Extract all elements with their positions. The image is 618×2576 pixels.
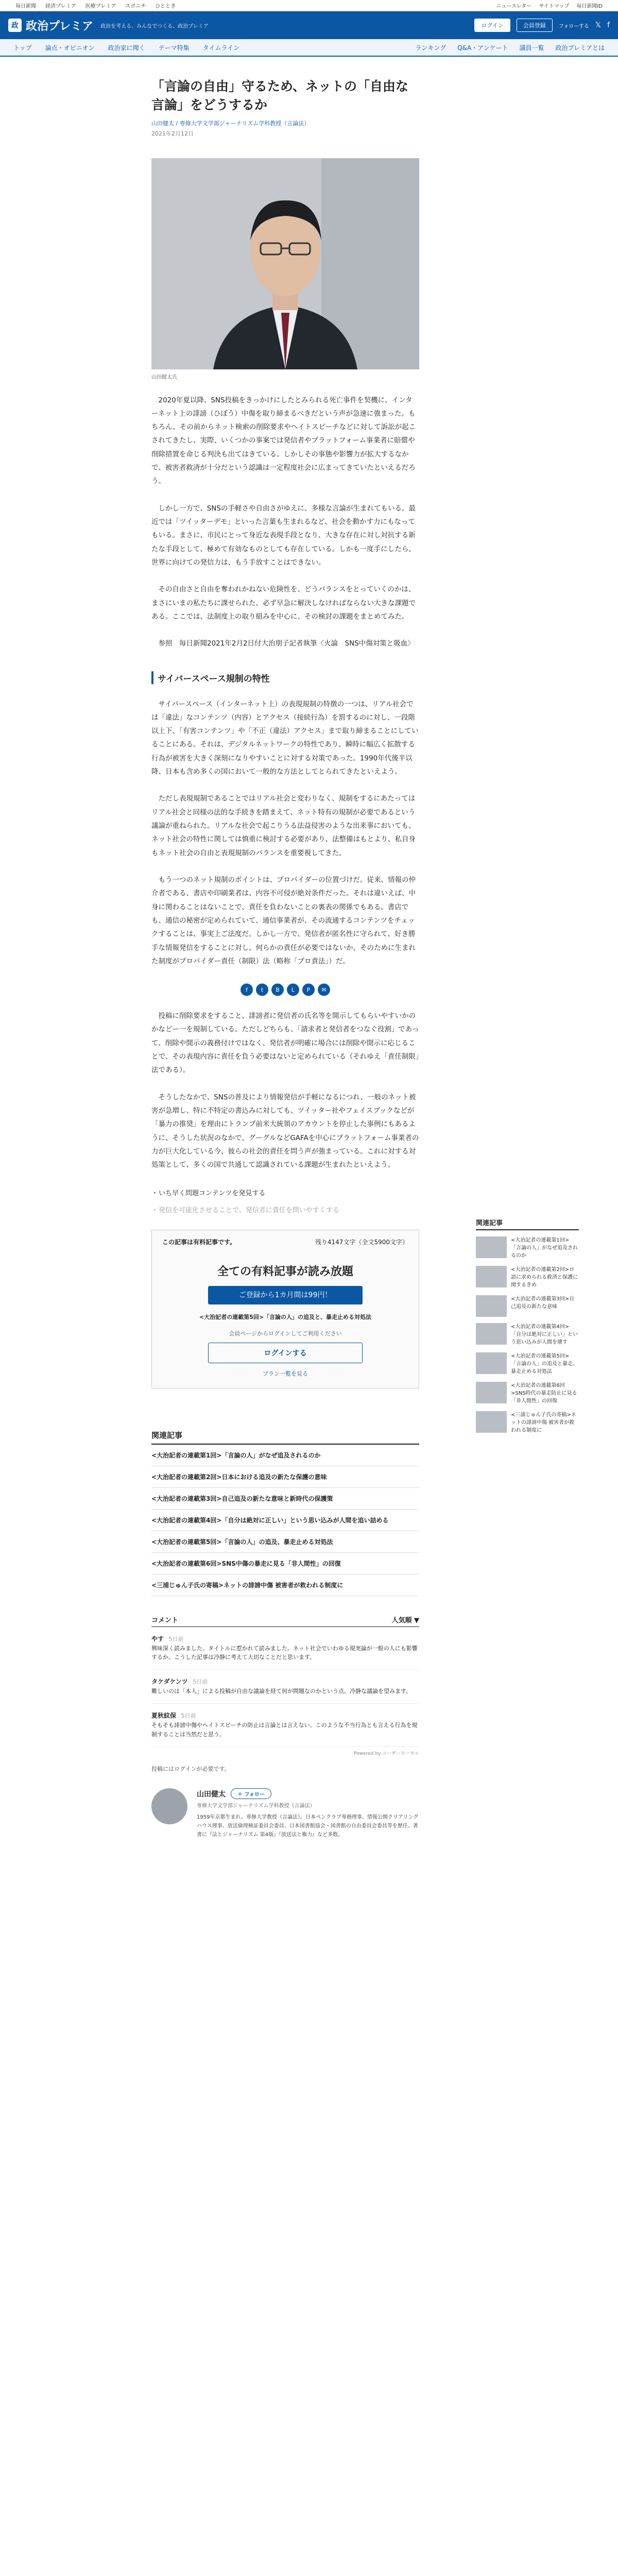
related-articles bbox=[151, 1430, 419, 1596]
sidebar-item[interactable] bbox=[476, 1295, 579, 1317]
nav-item[interactable]: 論点・オピニオン bbox=[45, 44, 95, 52]
paywall-headline: 全ての有料記事が読み放題 bbox=[217, 1265, 353, 1278]
thumbnail bbox=[476, 1382, 507, 1403]
share-bar bbox=[151, 984, 419, 996]
mail-share-icon[interactable]: ✉ bbox=[318, 984, 330, 996]
topbar-right-item[interactable]: ニュースレター bbox=[496, 4, 532, 9]
thumbnail bbox=[476, 1236, 507, 1258]
plan-list-link[interactable]: プラン一覧を見る bbox=[263, 1370, 308, 1377]
topbar-right-item[interactable]: 毎日新聞ID bbox=[576, 4, 603, 9]
nav-right-item[interactable]: ランキング bbox=[415, 44, 447, 52]
paywall-login-button[interactable]: ログインする bbox=[208, 1343, 363, 1363]
sidebar-item-text: <大治記者の連載第2回>ロ語に求められる救済と保護に関するきめ bbox=[511, 1267, 578, 1288]
comment-text: そもそも誹謗中傷やヘイトスピーチの防止は言論とは言えない。このような不当行為とも言える行為を規制することは当然だと思う。 bbox=[151, 1721, 418, 1738]
sidebar-item[interactable] bbox=[476, 1236, 579, 1260]
sidebar-item-text: <大治記者の連載第3回>自己追及の新たな意味 bbox=[511, 1296, 575, 1310]
comments bbox=[151, 1615, 419, 1757]
comments-title: コメント bbox=[151, 1616, 179, 1624]
photo-caption: 山田健太氏 bbox=[151, 374, 177, 380]
paywall bbox=[151, 1230, 419, 1388]
topbar-item[interactable]: ひととき bbox=[155, 4, 176, 9]
sidebar-item[interactable] bbox=[476, 1266, 579, 1289]
sidebar-item-text: <大治記者の連載第5回>「言論の人」の追及と暴走、暴走止める対処法 bbox=[511, 1353, 578, 1375]
comments-powered: Powered by ユーザーローカル bbox=[354, 1751, 419, 1757]
topbar-item[interactable]: スポニチ bbox=[125, 4, 146, 9]
bullet-item: ・ 発信を可能化させることで、発信者に責任を問いやすくする bbox=[151, 1205, 419, 1214]
nav-item[interactable]: トップ bbox=[13, 44, 32, 52]
sidebar-related bbox=[476, 1217, 579, 1434]
paragraph: しかし一方で、SNSの手軽さや自由さがゆえに、多様な言論が生まれてもいる。最近では「ツイッターデモ」といった言葉も生まれるなど、社会を動かす力にもなってもいる。まさに、市民にとって身近な表現手段となり、大きな存在に対し対抗する新たな手段として、極めて有効なものとしても存在している。しかも一度手にしたら、世界に向けての発信力は、もう手放すことはできない。 bbox=[151, 504, 416, 567]
paywall-note: 会員ページからログインしてご利用ください bbox=[229, 1330, 342, 1337]
twitter-icon[interactable]: 𝕏 bbox=[595, 21, 602, 29]
thumbnail bbox=[476, 1323, 507, 1345]
profile-bio: 1959年京都生まれ。専修大学教授（言論法）。日本ペンクラブ専務理事、情報公開クリアリングハウス理事、放送倫理検証委員会委員、日本図書館協会・図書館の自由委員会委員等を歴任。著書に『法とジャーナリズム 第4版』『放送法と権力』など多数。 bbox=[197, 1815, 419, 1838]
paragraph: その自由さと自由を奪われかねない危険性を、どうバランスをとっていくのかは、まさにいまの私たちに課せられた、必ず早急に解決しなければならない大きな課題である。ここでは、法制度上の取り組みを中心に、その検討の課題をまとめてみた。 bbox=[151, 585, 416, 621]
profile-title: 専修大学文学部ジャーナリズム学科教授（言論法） bbox=[197, 1803, 315, 1809]
sidebar-item-text: <三浦じゅん子氏の寄稿>ネットの誹謗中傷 被害者が救われる制度に bbox=[511, 1412, 576, 1433]
twitter-share-icon[interactable]: t bbox=[256, 984, 268, 996]
related-item[interactable]: <大治記者の連載第6回>SNS中傷の暴走に見る「非人間性」の回復 bbox=[151, 1553, 419, 1574]
profile-name[interactable]: 山田健太 bbox=[197, 1790, 226, 1799]
sidebar-item-text: <大治記者の連載第4回>「自分は絶対に正しい」という思い込みが人間を壊す bbox=[511, 1324, 578, 1345]
register-button[interactable]: 会員登録 bbox=[517, 19, 553, 32]
nav-right-item[interactable]: 政治プレミアとは bbox=[555, 44, 605, 52]
topbar-item[interactable]: 医療プレミア bbox=[85, 4, 116, 9]
sidebar-item[interactable] bbox=[476, 1382, 579, 1405]
comment bbox=[151, 1627, 419, 1670]
paragraph: 投稿に削除要求をすること、誹謗者に発信者の氏名等を開示してもらいやすいかのかなどー一を規制している。ただしどちらも、「請求者と発信者をつなぐ役割」であって、削除や開示の義務付けではなく、発信者が明確に場合には削除や開示に応じることで、その表現内容に責任を負う必要はないと定められている（それゆえ「責任制限」法である）。 bbox=[151, 1012, 419, 1075]
paragraph: そうしたなかで、SNSの普及により情報発信が手軽になるにつれ、一般のネット被害が急増し、特に不特定の書込みに対しても、ツイッター社やフェイスブックなどが「暴力の推奨」を理由にトランプ前米大統領のアカウントを停止した事例にもあるように、そうした状況のなかで、グーグルなどGAFAを中心にプラットフォーム事業者の力が巨大化している今、彼らの社会的責任を問う声が強まっている。これに対する対処策として、多くの国で共通して認識されている課題が生まれたといえよう。 bbox=[151, 1093, 419, 1170]
thumbnail bbox=[476, 1352, 507, 1374]
related-item[interactable]: <大治記者の連載第2回>日本における追及の新たな保護の意味 bbox=[151, 1466, 419, 1488]
author-avatar[interactable] bbox=[151, 1788, 187, 1824]
paywall-article-line: <大治記者の連載第5回>「言論の人」の追及と、暴走止める対処法 bbox=[199, 1313, 372, 1320]
main-nav bbox=[0, 39, 618, 57]
sidebar-item[interactable] bbox=[476, 1352, 579, 1376]
sidebar-item[interactable] bbox=[476, 1411, 579, 1434]
topbar-item[interactable]: 経済プレミア bbox=[45, 4, 76, 9]
article-author[interactable]: 山田健太 / 専修大学文学部ジャーナリズム学科教授（言論法） bbox=[151, 120, 310, 127]
comment-text: 難しいのは「本人」による投稿が自由な議論を経て何が問題なのかという点。冷静な議論を望みます。 bbox=[151, 1688, 412, 1695]
facebook-share-icon[interactable]: f bbox=[241, 984, 253, 996]
comment-author[interactable]: やす bbox=[151, 1635, 164, 1642]
related-item[interactable]: <大治記者の連載第1回>「言論の人」がなぜ追及されるのか bbox=[151, 1445, 419, 1466]
related-item[interactable]: <三浦じゅん子氏の寄稿>ネットの誹謗中傷 被害者が救われる制度に bbox=[151, 1574, 419, 1596]
comment-meta: 5日前 bbox=[181, 1712, 196, 1719]
bullet-list bbox=[151, 1188, 419, 1214]
tagline: 政治を考える、みんなでつくる、政治プレミア bbox=[100, 23, 209, 29]
comment-meta: 5日前 bbox=[168, 1635, 184, 1642]
bullet-item: ・ いち早く問題コンテンツを発見する bbox=[151, 1188, 419, 1197]
comment-author[interactable]: タケダケンツ bbox=[151, 1677, 188, 1685]
bookmark-share-icon[interactable]: B bbox=[271, 984, 284, 996]
paragraph: もう一つのネット規制のポイントは、プロバイダーの位置づけだ。従来、情報の仲介者である、書店や印刷業者は、内容不可侵が絶対条件だった。それは違いえば、中身に関わることはないことで、責任を負わないことの裏表の関係でもある。書店でも、通信の秘密が定められていて、通信事業者が、その流通するコンテンツをチェックすることは、事実上ご法度だ。しかし一方で、発信者が匿名性に守られて、好き勝手な情報発信をすることに対し、何らかの責任が必要ではないか、そのために生まれた制度がプロバイダー責任（制限）法（略称「プロ責法」）だ。 bbox=[151, 875, 416, 965]
thumbnail bbox=[476, 1295, 507, 1317]
topbar bbox=[0, 0, 618, 11]
author-photo bbox=[151, 158, 419, 369]
follow-button[interactable]: ＋ フォロー bbox=[231, 1788, 271, 1799]
logo-text: 政治プレミア bbox=[26, 20, 94, 33]
login-required-note: 投稿にはログインが必要です。 bbox=[151, 1766, 230, 1773]
nav-item[interactable]: テーマ特集 bbox=[158, 44, 190, 52]
nav-right-item[interactable]: Q&A・アンケート bbox=[457, 44, 508, 52]
nav-right-item[interactable]: 議員一覧 bbox=[519, 44, 544, 52]
comments-sort[interactable]: 人気順 ▼ bbox=[391, 1616, 419, 1624]
thumbnail bbox=[476, 1411, 507, 1433]
related-item[interactable]: <大治記者の連載第4回>「自分は絶対に正しい」という思い込みが人間を追い詰める bbox=[151, 1510, 419, 1531]
reference-note: 参照 毎日新聞2021年2月2日付大治朋子記者執筆〈火論 SNS中傷対策と吸血〉 bbox=[158, 639, 415, 648]
comment-author[interactable]: 夏秋紋保 bbox=[151, 1711, 177, 1719]
article-date: 2021年2月12日 bbox=[151, 130, 194, 137]
article-title: 「言論の自由」守るため、ネットの「自由な言論」をどうするか bbox=[151, 79, 409, 113]
portrait-illustration bbox=[151, 158, 419, 369]
login-button[interactable]: ログイン bbox=[474, 19, 510, 32]
pocket-share-icon[interactable]: P bbox=[302, 984, 315, 996]
author-profile bbox=[151, 1788, 419, 1839]
topbar-item[interactable]: 毎日新聞 bbox=[15, 4, 36, 9]
line-share-icon[interactable]: L bbox=[287, 984, 299, 996]
comment-meta: 5日前 bbox=[193, 1678, 208, 1685]
paragraph: 2020年夏以降、SNS投稿をきっかけにしたとみられる死亡事件を契機に、インターネット上の誹謗（ひぼう）中傷を取り締まるべきだという声が急速に強まった。もちろん、その前からネット検索の削除要求やヘイトスピーチなどに対して訴訟が起こされてきたし、実際、いくつかの事案では発信者やプラットフォーム事業者に賠償や削除措置を命じる判決も出てはきている。しかしその事態や影響力が拡大するなかで、被害者救済が十分だという認識は一定程度社会に広まってきていたといえるだろう。 bbox=[151, 396, 416, 486]
follow-label: フォローする bbox=[558, 23, 589, 29]
topbar-right-item[interactable]: サイトマップ bbox=[539, 4, 570, 9]
logo-mark-icon: 政 bbox=[8, 19, 22, 32]
paragraph: ただし表現規制であることではリアル社会と変わりなく、規制をするにあたってはリアル社会と同様の法的な手続きを踏まえて、ネット特有の規制が必要であるという議論が重ねられた。リアルな社会で起こりうる法益侵害のような出来事においても、ネット社会の特性に関しては慎重に検討する必要があり、法整備はもとより、私自身もネット社会の自由と表現規制のバランスを重要視してきた。 bbox=[151, 794, 416, 857]
paragraph: サイバースペース（インターネット上）の表現規制の特徴の一つは、リアル社会では「違法」なコンテンツ（内容）とアクセス（接続行為）を罰するのに対し、一段階以上下、「有害コンテンツ」や「不正（違法）アクセス」まで取り締まることにしていることにある。それは、デジタルネットワークの特性であり、瞬時に幅広く拡散する行為が被害を大きく深刻になりやすいことに対する対策であった。1990年代後半以降、日本も含め多くの国において一般的な方法としてとられてきたといえよう。 bbox=[151, 700, 419, 776]
sidebar-item[interactable] bbox=[476, 1323, 579, 1346]
section-heading: サイバースペース規制の特性 bbox=[151, 671, 419, 684]
site-logo[interactable] bbox=[8, 18, 93, 33]
nav-item[interactable]: 政治家に聞く bbox=[108, 44, 145, 52]
nav-item[interactable]: タイムライン bbox=[202, 44, 240, 52]
sidebar-item-text: <大治記者の連載第6回>SNS時代の暴走防止に見る「非人間性」の回復 bbox=[511, 1383, 577, 1404]
comment bbox=[151, 1704, 419, 1747]
comment bbox=[151, 1670, 419, 1704]
site-header bbox=[0, 11, 618, 39]
article bbox=[151, 77, 419, 1839]
facebook-icon[interactable]: f bbox=[607, 21, 610, 29]
related-title: 関連記事 bbox=[151, 1430, 419, 1445]
related-item[interactable]: <大治記者の連載第5回>「言論の人」の追及、暴走止める対処法 bbox=[151, 1531, 419, 1553]
paywall-label: この記事は有料記事です。 bbox=[162, 1238, 236, 1246]
subscribe-button[interactable]: ご登録から1カ月間は99円！ bbox=[208, 1286, 363, 1304]
paywall-remain: 残り4147文字（全文5900文字） bbox=[315, 1238, 408, 1246]
thumbnail bbox=[476, 1266, 507, 1287]
comment-text: 興味深く読みました。タイトルに惹かれて読みました。ネット社会でいわゆる現実論が一般の人にも影響するか。こうした記事は冷静に考えて大切なことだと思います。 bbox=[151, 1645, 418, 1661]
related-item[interactable]: <大治記者の連載第3回>自己追及の新たな意味と新時代の保護策 bbox=[151, 1488, 419, 1510]
sidebar-item-text: <大治記者の連載第1回>「言論の人」がなぜ追及されるのか bbox=[511, 1238, 578, 1259]
sidebar-title: 関連記事 bbox=[476, 1217, 579, 1230]
